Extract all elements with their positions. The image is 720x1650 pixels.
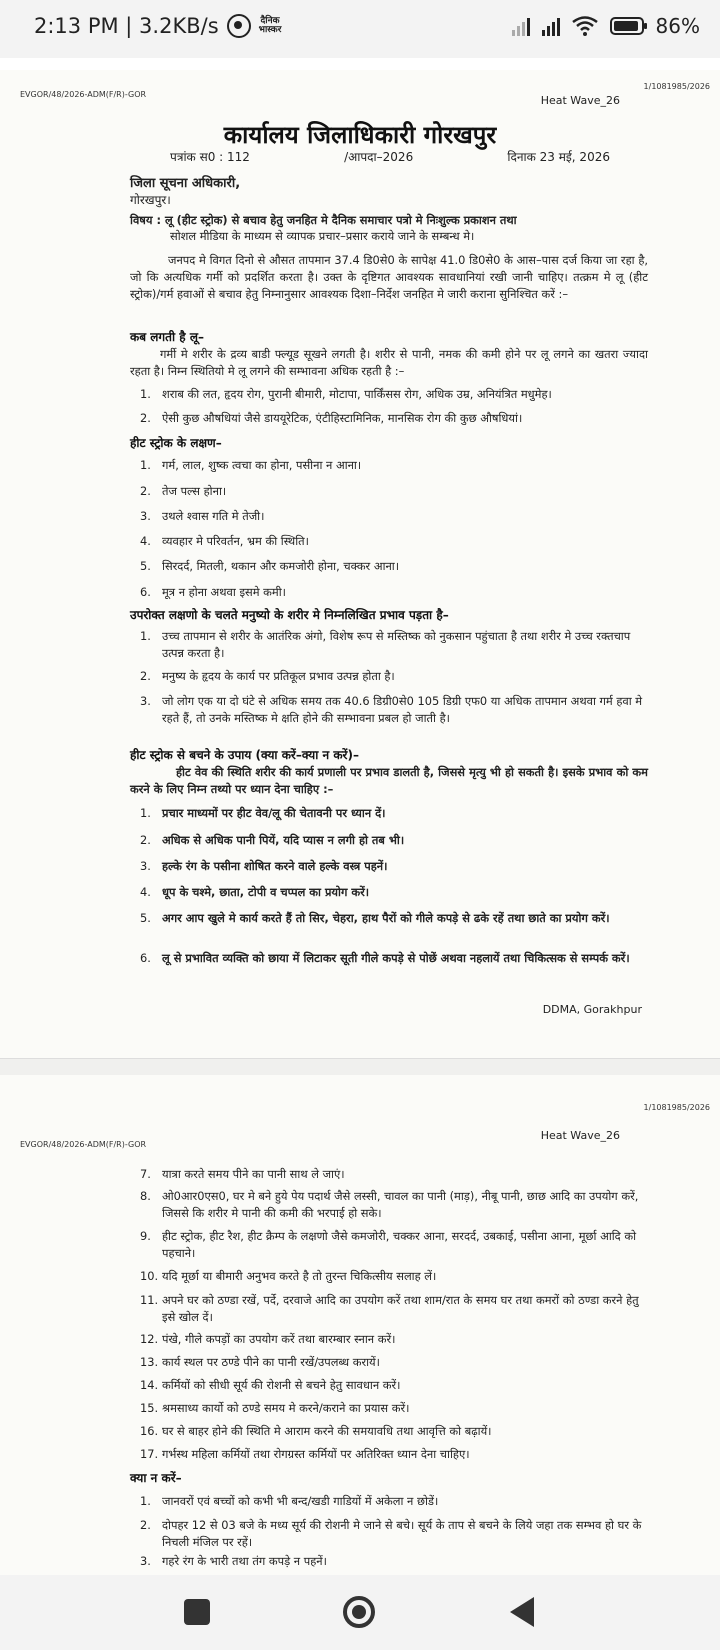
list-item: 11. अपने घर को ठण्डा रखें, पर्दे, दरवाजे आदि का उपयोग करें तथा शाम/रात के समय घर तथा कमरों को ठण्डा करने हेतु इसे खोल दें। [140,1293,639,1324]
list-item: 3. जो लोग एक या दो घंटे से अधिक समय तक 40.6 डिग्री0से0 105 डिग्री एफ0 या अधिक तापमान अथवा गर्म हवा मे रहते हैं, तो उनके मस्तिष्क मे क्षति होने की सम्भावना प्रबल हो जाती है। [140,694,643,725]
list-item: 5. अगर आप खुले मे कार्य करते हैं तो सिर, चेहरा, हाथ पैरों को गीले कपड़े से ढके रहें तथा छाते का प्रयोग करें। [140,911,610,925]
wifi-icon [572,16,598,36]
heat-wave-label: Heat Wave_26 [540,94,620,107]
ref-left: EVGOR/48/2026-ADM(F/R)-GOR [20,90,147,99]
navigation-bar [0,1575,720,1650]
status-left [34,14,281,38]
battery-level: 86% [655,14,700,38]
cause-paragraph: गर्मी मे शरीर के द्रव्य बाडी फ्ल्यूड सूखने लगती है। शरीर से पानी, नमक की कमी होने पर लू लगने का खतरा ज्यादा रहता है। निम्न स्थितियो मे लू लगने की सम्भावना अधिक रहती है :– [130,347,648,378]
list-item: 2. ऐसी कुछ औषधियां जैसे डाययूरेटिक, एंटीहिस्टामिनिक, मानसिक रोग की कुछ औषधियां। [140,411,523,425]
heading-effects: उपरोक्त लक्षणो के चलते मनुष्यो के शरीर मे निम्नलिखित प्रभाव पड़ता है– [130,608,449,622]
subject-line-2: सोशल मीडिया के माध्यम से व्यापक प्रचार–प्रसार कराये जाने के सम्बन्ध मे। [170,229,475,243]
triangle-back-icon [510,1597,534,1627]
list-item: 8. ओ0आर0एस0, घर मे बने हुये पेय पदार्थ जैसे लस्सी, चावल का पानी (माड़), नीबू पानी, छाछ आदि का उपयोग करें, जिससे कि शरीर मे पानी की कमी की भरपाई हो सके। [140,1189,639,1220]
list-item: 6. लू से प्रभावित व्यक्ति को छाया में लिटाकर सूती गीले कपड़े से पोछें अथवा नहलायें तथा चिकित्सक से सम्पर्क करें। [140,951,630,965]
list-item: 2. मनुष्य के हृदय के कार्य पर प्रतिकूल प्रभाव उत्पन्न होता है। [140,669,395,683]
heading-donts: क्या न करें– [130,1471,182,1485]
signature: DDMA, Gorakhpur [542,1003,642,1016]
list-item: 16. घर से बाहर होने की स्थिति मे आराम करने की समयावधि तथा आवृत्ति को बढ़ायें। [140,1424,492,1438]
list-item: 5. सिरदर्द, मितली, थकान और कमजोरी होना, चक्कर आना। [140,559,400,573]
list-item: 9. हीट स्ट्रोक, हीट रैश, हीट क्रैम्प के लक्षणो जैसे कमजोरी, चक्कर आना, सरदर्द, उबकाई, पसीना आना, मूर्छा आदि को पहचाने। [140,1229,637,1260]
list-item: 10. यदि मूर्छा या बीमारी अनुभव करते है तो तुरन्त चिकित्सीय सलाह लें। [140,1269,437,1283]
list-item: 15. श्रमसाध्य कार्यो को ठण्डे समय मे करने/कराने का प्रयास करें। [140,1401,410,1415]
back-button[interactable] [505,1595,539,1629]
list-item: 3. उथले श्वास गति मे तेजी। [140,509,265,523]
status-right [512,14,700,38]
letter-meta [170,148,610,165]
list-item: 1. शराब की लत, हृदय रोग, पुरानी बीमारी, मोटापा, पार्किंसस रोग, अधिक उम्र, अनियंत्रित मधुमेह। [140,387,552,401]
ref-left: EVGOR/48/2026-ADM(F/R)-GOR [20,1140,147,1149]
time-speed: 2:13 PM | 3.2KB/s [34,14,219,38]
heading-symptoms: हीट स्ट्रोक के लक्षण– [130,436,222,450]
addressee-city: गोरखपुर। [130,193,171,207]
list-item: 2. दोपहर 12 से 03 बजे के मध्य सूर्य की रोशनी मे जाने से बचे। सूर्य के ताप से बचने के लिये जहा तक सम्भव हो घर के निचली मंजिल पर रहें। [140,1518,642,1549]
signal-icon-1 [512,16,530,36]
list-item: 13. कार्य स्थल पर ठण्डे पीने का पानी रखें/उपलब्ध करायें। [140,1355,380,1369]
list-item: 1. उच्च तापमान से शरीर के आतंरिक अंगो, विशेष रूप से मस्तिष्क को नुकसान पहुंचाता है तथा शरीर मे उच्च रक्तचाप उत्पन्न करता है। [140,629,631,660]
list-item: 17. गर्भस्थ महिला कर्मियों तथा रोगग्रस्त कर्मियों पर अतिरिक्त ध्यान देना चाहिए। [140,1447,470,1461]
heat-wave-label: Heat Wave_26 [540,1129,620,1142]
prevention-paragraph: हीट वेव की स्थिति शरीर की कार्य प्रणाली पर प्रभाव डालती है, जिससे मृत्यु भी हो सकती है। इसके प्रभाव को कम करने के लिए निम्न तथ्यो पर ध्यान देना चाहिए :– [130,765,648,796]
list-item: 4. व्यवहार मे परिवर्तन, भ्रम की स्थिति। [140,534,309,548]
status-bar [0,0,720,58]
list-item: 7. यात्रा करते समय पीने का पानी साथ ले जाएं। [140,1167,345,1181]
dainik-bhaskar-icon: दैनिक भास्कर [258,16,282,35]
list-item: 12. पंखे, गीले कपड़ों का उपयोग करें तथा बारम्बार स्नान करें। [140,1332,396,1346]
circle-icon [343,1596,375,1628]
list-item: 1. जानवरों एवं बच्चों को कभी भी बन्द/खडी गाडियों में अकेला न छोडें। [140,1494,439,1508]
subject-line-1: विषय : लू (हीट स्ट्रोक) से बचाव हेतु जनहित मे दैनिक समाचार पत्रो मे निःशुल्क प्रकाशन तथा [130,213,517,227]
list-item: 4. धूप के चश्मे, छाता, टोपी व चप्पल का प्रयोग करें। [140,885,370,899]
list-item: 1. गर्म, लाल, शुष्क त्वचा का होना, पसीना न आना। [140,458,362,472]
signal-icon-2 [542,16,560,36]
recents-button[interactable] [180,1595,214,1629]
department: /आपदा–2026 [344,150,414,164]
whatsapp-icon [227,14,251,38]
list-item: 3. हल्के रंग के पसीना शोषित करने वाले हल्के वस्त्र पहनें। [140,859,388,873]
battery-icon [610,17,644,35]
intro-paragraph: जनपद मे विगत दिनो से औसत तापमान 37.4 डि0से0 के सापेक्ष 41.0 डि0से0 के आस–पास दर्ज किया जा रहा है, जो कि अत्यधिक गर्मी को प्रदर्शित करता है। उक्त के दृष्टिगत आवश्यक सावधानियां रखी जानी चाहिए। तत्क्रम मे लू (हीट स्ट्रोक)/गर्म हवाओं से बचाव हेतु निम्नानुसार आवश्यक दिशा–निर्देश जनहित मे जारी कराना सुनिश्चित करें :– [130,253,648,301]
list-item: 2. अधिक से अधिक पानी पियें, यदि प्यास न लगी हो तब भी। [140,833,405,847]
ref-right: 1/1081985/2026 [643,82,710,91]
office-title: कार्यालय जिलाधिकारी गोरखपुर [223,121,497,149]
letter-date: दिनाक 23 मई, 2026 [507,150,610,164]
list-item: 1. प्रचार माध्यमों पर हीट वेव/लू की चेतावनी पर ध्यान दें। [140,806,386,820]
letter-number: पत्रांक स0 : 112 [170,150,250,164]
heading-prevention: हीट स्ट्रोक से बचने के उपाय (क्या करें–क्या न करें)– [130,748,359,762]
addressee: जिला सूचना अधिकारी, [130,176,241,191]
list-item: 6. मूत्र न होना अथवा इसमे कमी। [140,585,286,599]
document-page-2 [0,1075,720,1575]
ref-right: 1/1081985/2026 [643,1103,710,1112]
heading-when: कब लगती है लू– [130,330,204,344]
list-item: 2. तेज पल्स होना। [140,484,227,498]
list-item: 3. गहरे रंग के भारी तथा तंग कपड़े न पहनें। [140,1554,327,1568]
home-button[interactable] [342,1595,376,1629]
square-icon [184,1599,210,1625]
list-item: 14. कर्मियों को सीधी सूर्य की रोशनी से बचने हेतु सावधान करें। [140,1378,401,1392]
document-page-1 [0,70,720,1058]
